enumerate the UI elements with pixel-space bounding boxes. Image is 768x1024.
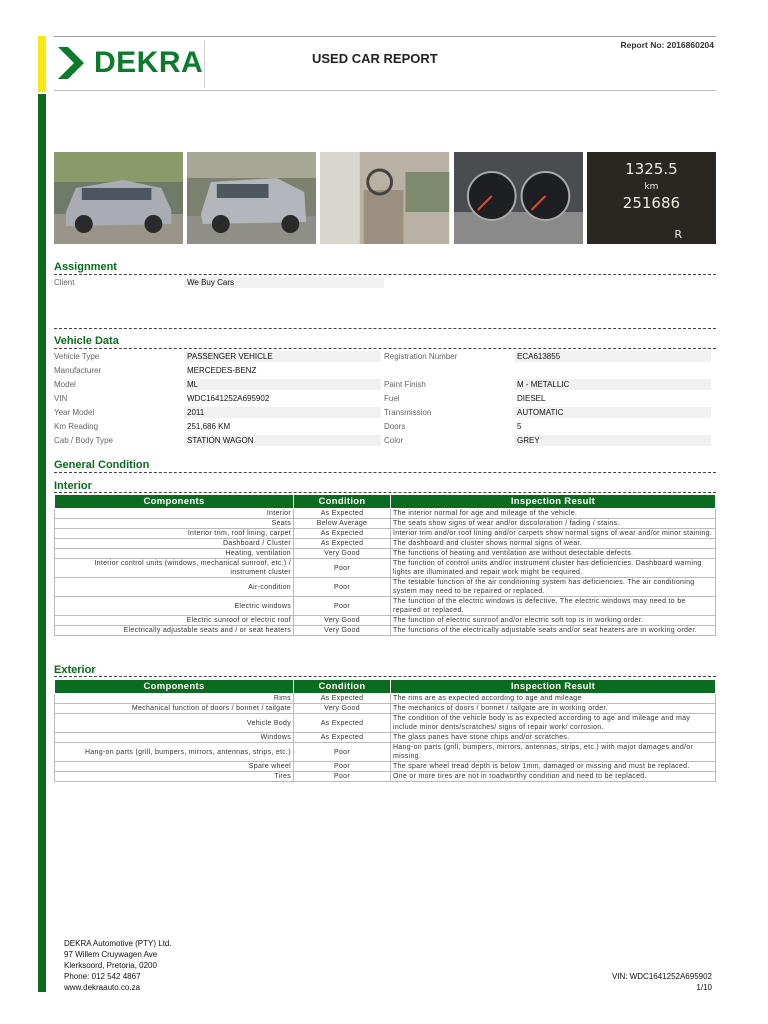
odometer-trip-reading: 1325.5 — [625, 160, 678, 178]
component-cell: Rims — [55, 694, 294, 704]
vehicle-left-value: MERCEDES-BENZ — [187, 366, 257, 375]
rear-view-photo[interactable] — [187, 152, 316, 244]
component-cell: Interior — [55, 509, 294, 519]
inspection-result-cell: The condition of the vehicle body is as expected according to age and mileage and may include minor dents/scratches/ signs of repair work/ corrosion. — [391, 714, 716, 733]
vehicle-right-label: Registration Number — [384, 352, 458, 361]
dekra-logo — [56, 42, 206, 84]
condition-cell: As Expected — [294, 714, 391, 733]
table-row — [55, 714, 716, 733]
component-cell: Heating, ventilation — [55, 549, 294, 559]
component-cell: Hang-on parts (grill, bumpers, mirrors, antennas, strips, etc.) — [55, 743, 294, 762]
inspection-result-cell: The dashboard and cluster shows normal signs of wear. — [391, 539, 716, 549]
condition-cell: Very Good — [294, 549, 391, 559]
inspection-result-cell: The mechanics of doors / bonnet / tailgate are in working order. — [391, 704, 716, 714]
footer-address — [64, 938, 172, 993]
condition-cell: Very Good — [294, 704, 391, 714]
vehicle-right-label: Paint Finish — [384, 380, 426, 389]
vehicle-right-value: 5 — [517, 422, 522, 431]
assignment-bottom-divider — [54, 328, 716, 329]
vehicle-right-value: DIESEL — [517, 394, 546, 403]
inspection-result-cell: The seats show signs of wear and/or discoloration / fading / stains. — [391, 519, 716, 529]
dekra-logo-icon — [56, 45, 88, 81]
vehicle-right-value: AUTOMATIC — [514, 407, 711, 418]
vehicle-left-value: 251,686 KM — [187, 422, 231, 431]
odometer-photo[interactable] — [587, 152, 716, 244]
condition-cell: Poor — [294, 597, 391, 616]
vehicle-right-value: GREY — [514, 435, 711, 446]
vehicle-left-label: Model — [54, 380, 76, 389]
component-cell: Tires — [55, 772, 294, 782]
table-row — [55, 549, 716, 559]
vehicle-right-value — [514, 365, 711, 376]
vehicle-left-label: Cab / Body Type — [54, 436, 113, 445]
vehicle-right-label: Transmission — [384, 408, 432, 417]
assignment-divider — [54, 274, 716, 275]
vehicle-left-label: Km Reading — [54, 422, 99, 431]
interior-divider — [54, 492, 716, 493]
front-view-photo[interactable] — [54, 152, 183, 244]
vehicle-data-heading: Vehicle Data — [54, 335, 119, 347]
component-cell: Windows — [55, 733, 294, 743]
inspection-result-cell: The interior normal for age and mileage of the vehicle. — [391, 509, 716, 519]
exterior-table-header — [55, 680, 716, 694]
inspection-result-cell: The glass panes have stone chips and/or scratches. — [391, 733, 716, 743]
inspection-result-header: Inspection Result — [391, 495, 716, 509]
vehicle-left-label: Vehicle Type — [54, 352, 100, 361]
footer-company: DEKRA Automotive (PTY) Ltd. — [64, 939, 172, 948]
vehicle-data-divider — [54, 348, 716, 349]
component-cell: Interior trim, roof lining, carpet — [55, 529, 294, 539]
interior-photo[interactable] — [320, 152, 449, 244]
general-condition-heading: General Condition — [54, 459, 150, 471]
table-row — [55, 509, 716, 519]
inspection-result-cell: One or more tires are not in roadworthy condition and need to be replaced. — [391, 772, 716, 782]
component-cell: Seats — [55, 519, 294, 529]
header-top-rule — [54, 36, 716, 37]
vehicle-left-value: PASSENGER VEHICLE — [184, 351, 381, 362]
inspection-result-header: Inspection Result — [391, 680, 716, 694]
inspection-result-cell: The function of the electric windows is defective. The electric windows may need to be repaired or replaced. — [391, 597, 716, 616]
exterior-table — [54, 679, 716, 782]
vehicle-right-value: M - METALLIC — [514, 379, 711, 390]
condition-cell: As Expected — [294, 529, 391, 539]
odometer-total-reading: 251686 — [622, 194, 681, 212]
table-row — [55, 694, 716, 704]
table-row — [55, 626, 716, 636]
vehicle-right-label: Color — [384, 436, 404, 445]
page-title: USED CAR REPORT — [312, 51, 438, 66]
inspection-result-cell: The spare wheel tread depth is below 1mm, damaged or missing and must be replaced. — [391, 762, 716, 772]
vehicle-left-label: Manufacturer — [54, 366, 102, 375]
component-cell: Electric windows — [55, 597, 294, 616]
general-condition-divider — [54, 472, 716, 473]
footer-street: 97 Willem Cruywagen Ave — [64, 950, 158, 959]
table-row — [55, 597, 716, 616]
interior-table-header — [55, 495, 716, 509]
table-row — [55, 704, 716, 714]
table-row — [55, 762, 716, 772]
vehicle-right-label: Doors — [384, 422, 406, 431]
component-cell: Air-condition — [55, 578, 294, 597]
report-number: Report No: 2016860204 — [620, 40, 714, 50]
vehicle-right-label: Fuel — [384, 394, 400, 403]
sidebar-green-bar — [38, 94, 46, 992]
vehicle-left-value: STATION WAGON — [184, 435, 381, 446]
header-bottom-rule — [54, 90, 716, 91]
client-value: We Buy Cars — [184, 277, 384, 288]
table-row — [55, 578, 716, 597]
sidebar-yellow-bar — [38, 36, 46, 92]
condition-header: Condition — [294, 495, 391, 509]
inspection-result-cell: The testable function of the air conditioning system has deficiencies. The air conditioning system may need to be repaired or replaced. — [391, 578, 716, 597]
condition-cell: Below Average — [294, 519, 391, 529]
condition-cell: Poor — [294, 762, 391, 772]
component-cell: Spare wheel — [55, 762, 294, 772]
interior-heading: Interior — [54, 480, 92, 492]
component-cell: Mechanical function of doors / bonnet / tailgate — [55, 704, 294, 714]
logo-wordmark: DEKRA — [94, 46, 204, 79]
footer-vin: VIN: WDC1641252A695902 — [611, 972, 712, 981]
condition-cell: As Expected — [294, 539, 391, 549]
components-header: Components — [55, 680, 294, 694]
component-cell: Vehicle Body — [55, 714, 294, 733]
component-cell: Dashboard / Cluster — [55, 539, 294, 549]
inspection-result-cell: Interior trim and/or roof lining and/or carpets show normal signs of wear and/or minor staining. — [391, 529, 716, 539]
footer-meta — [612, 971, 712, 993]
footer-website[interactable]: www.dekraauto.co.za — [64, 983, 141, 992]
vehicle-left-value: WDC1641252A695902 — [187, 394, 270, 403]
vehicle-right-value: ECA613855 — [514, 351, 711, 362]
table-row — [55, 559, 716, 578]
footer-phone: Phone: 012 542 4867 — [64, 972, 141, 981]
photo-strip — [54, 152, 716, 244]
inspection-result-cell: The rims are as expected according to age and mileage — [391, 694, 716, 704]
condition-cell: Poor — [294, 578, 391, 597]
inspection-result-cell: The function of control units and/or instrument cluster has deficiencies. Dashboard warning lights are illuminated and repair work might be required. — [391, 559, 716, 578]
page-number: 1/10 — [696, 983, 712, 992]
odometer-gear-indicator: R — [674, 228, 683, 241]
client-label: Client — [54, 278, 75, 287]
component-cell: Interior control units (windows, mechanical sunroof, etc.) / instrument cluster — [55, 559, 294, 578]
inspection-result-cell: The functions of heating and ventilation are without detectable defects. — [391, 549, 716, 559]
inspection-result-cell: Hang-on parts (grill, bumpers, mirrors, antennas, strips, etc.) with major damages and/or missing. — [391, 743, 716, 762]
interior-table — [54, 494, 716, 636]
vehicle-left-label: VIN — [54, 394, 68, 403]
odometer-unit: km — [644, 182, 659, 192]
vehicle-left-value: 2011 — [184, 407, 381, 418]
inspection-result-cell: The functions of the electrically adjustable seats and/or seat heaters are in working order. — [391, 626, 716, 636]
logo-separator — [204, 40, 205, 88]
table-row — [55, 539, 716, 549]
condition-cell: Poor — [294, 743, 391, 762]
component-cell: Electric sunroof or electric roof — [55, 616, 294, 626]
condition-cell: As Expected — [294, 694, 391, 704]
condition-cell: Very Good — [294, 626, 391, 636]
dashboard-gauges-photo[interactable] — [454, 152, 583, 244]
assignment-heading: Assignment — [54, 261, 117, 273]
table-row — [55, 743, 716, 762]
condition-header: Condition — [294, 680, 391, 694]
condition-cell: As Expected — [294, 509, 391, 519]
table-row — [55, 529, 716, 539]
vehicle-left-label: Year Model — [54, 408, 95, 417]
exterior-heading: Exterior — [54, 664, 96, 676]
table-row — [55, 733, 716, 743]
component-cell: Electrically adjustable seats and / or seat heaters — [55, 626, 294, 636]
table-row — [55, 772, 716, 782]
condition-cell: Poor — [294, 559, 391, 578]
inspection-result-cell: The function of electric sunroof and/or electric soft top is in working order. — [391, 616, 716, 626]
table-row — [55, 519, 716, 529]
table-row — [55, 616, 716, 626]
condition-cell: Poor — [294, 772, 391, 782]
footer-city: Klerksoord, Pretoria, 0200 — [64, 961, 157, 970]
exterior-divider — [54, 676, 716, 677]
condition-cell: Very Good — [294, 616, 391, 626]
condition-cell: As Expected — [294, 733, 391, 743]
vehicle-left-value: ML — [184, 379, 381, 390]
components-header: Components — [55, 495, 294, 509]
